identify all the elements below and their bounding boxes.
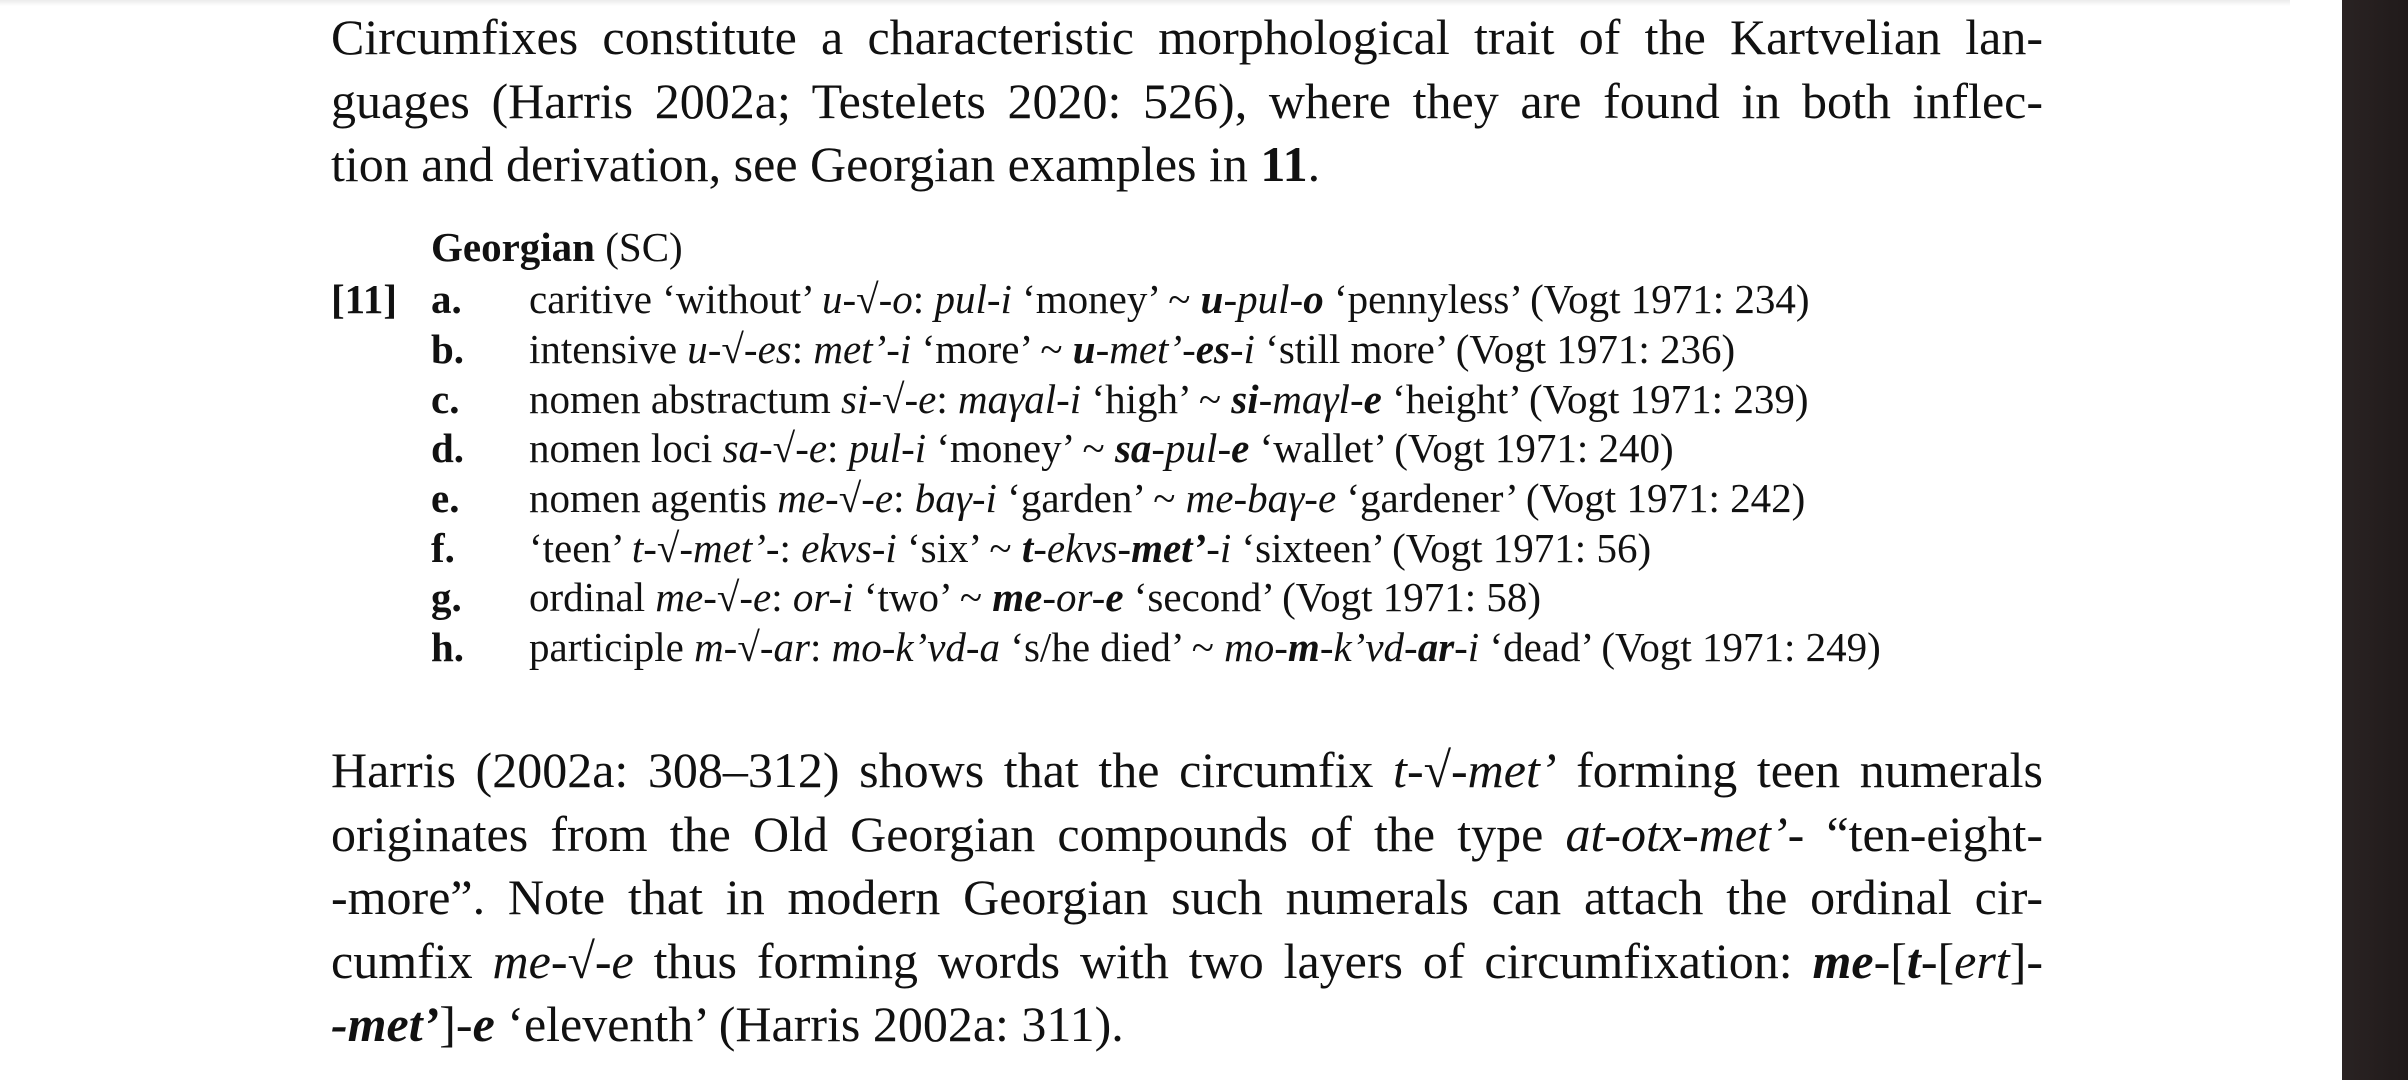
example-content: nomen loci sa-√-e: pul-i ‘money’ ~ sa-pul-e ‘wallet’ (Vogt 1971: 240)	[529, 425, 1674, 471]
paragraph-line: -met’]-e ‘eleventh’ (Harris 2002a: 311).	[331, 996, 1124, 1052]
paragraph-text: .	[1307, 136, 1321, 192]
example-content: participle m-√-ar: mo-k’vd-a ‘s/he died’ ~ mo-m-k’vd-ar-i ‘dead’ (Vogt 1971: 249)	[529, 624, 1881, 670]
paragraph-circumfixes-intro	[331, 6, 2043, 197]
paragraph-line: Circumfixes constitute a characteristic morphological trait of the Kartvelian lan-	[331, 9, 2043, 65]
example-content: ordinal me-√-e: or-i ‘two’ ~ me-or-e ‘second’ (Vogt 1971: 58)	[529, 574, 1542, 620]
example-content: nomen agentis me-√-e: baγ-i ‘garden’ ~ me-baγ-e ‘gardener’ (Vogt 1971: 242)	[529, 475, 1806, 521]
paragraph-line: guages (Harris 2002a; Testelets 2020: 526), where they are found in both inflec-	[331, 72, 2043, 129]
paragraph-harris-teen-numerals	[331, 739, 2043, 1057]
example-content: intensive u-√-es: met’-i ‘more’ ~ u-met’-es-i ‘still more’ (Vogt 1971: 236)	[529, 326, 1736, 372]
example-letter: d.	[431, 425, 465, 471]
example-letter: h.	[431, 624, 465, 670]
example-letter: f.	[431, 525, 455, 571]
paragraph-line	[331, 133, 2043, 197]
language-name: Georgian	[431, 224, 595, 270]
example-content: ‘teen’ t-√-met’-: ekvs-i ‘six’ ~ t-ekvs-met’-i ‘sixteen’ (Vogt 1971: 56)	[529, 525, 1652, 571]
paragraph-line: originates from the Old Georgian compounds of the type at-otx-met’- “ten-eight-	[331, 805, 2043, 862]
example-letter: g.	[431, 574, 462, 620]
paragraph-text: tion and derivation, see Georgian examples in	[331, 136, 1261, 192]
example-letter: b.	[431, 326, 465, 372]
example-letter: c.	[431, 376, 460, 422]
example-content: nomen abstractum si-√-e: maγal-i ‘high’ ~ si-maγl-e ‘height’ (Vogt 1971: 239)	[529, 376, 1809, 422]
example-reference: 11	[1260, 136, 1308, 192]
example-letter: e.	[431, 475, 460, 521]
example-content: caritive ‘without’ u-√-o: pul-i ‘money’ ~ u-pul-o ‘pennyless’ (Vogt 1971: 234)	[529, 276, 1810, 322]
example-number: [11]	[331, 276, 398, 322]
viewer-dark-margin	[2342, 0, 2408, 1080]
paragraph-line: Harris (2002a: 308–312) shows that the circumfix t-√-met’ forming teen numerals	[331, 742, 2043, 798]
paragraph-line: cumfix me-√-e thus forming words with two layers of circumfixation: me-[t-[ert]-	[331, 932, 2043, 989]
language-code: (SC)	[594, 224, 683, 270]
example-letter: a.	[431, 276, 462, 322]
paragraph-line: -more”. Note that in modern Georgian such numerals can attach the ordinal cir-	[331, 869, 2043, 925]
example-heading	[431, 222, 683, 272]
